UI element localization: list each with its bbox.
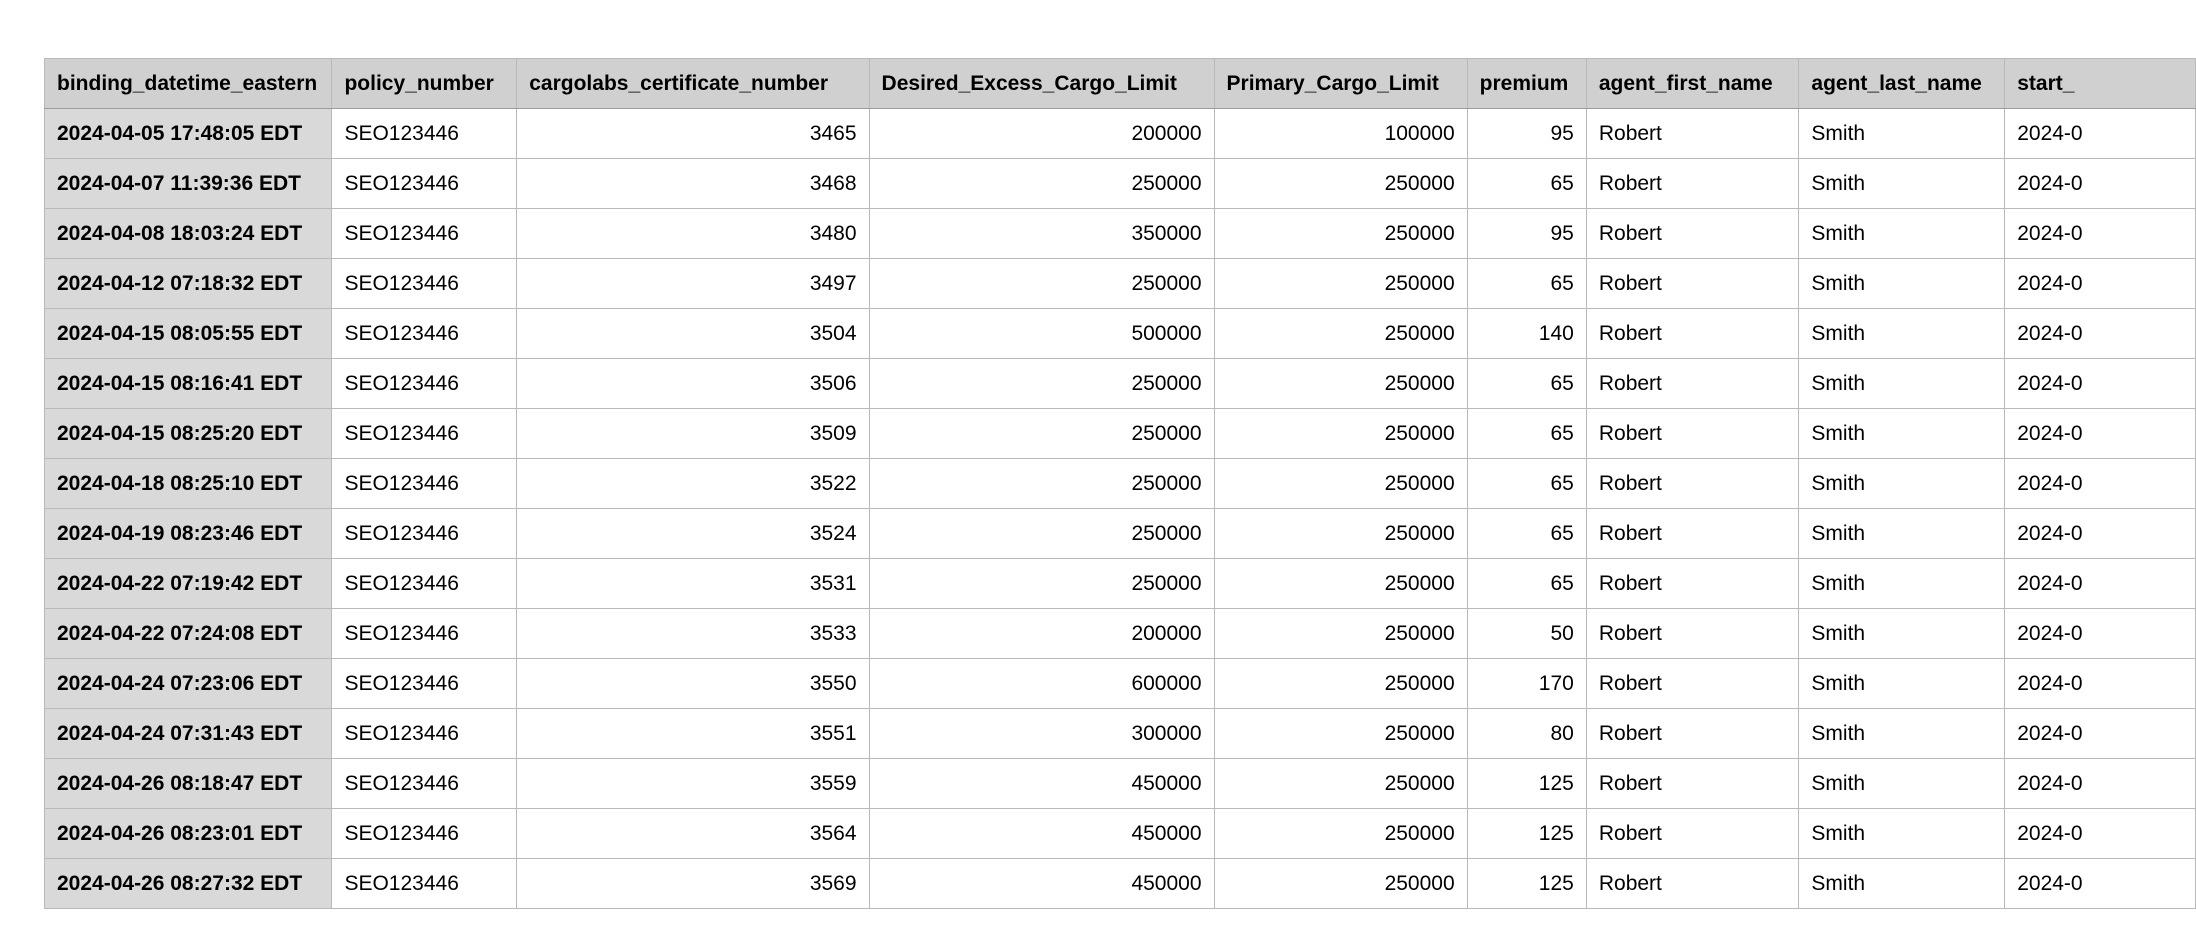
cell-primary-cargo-limit: 250000 (1214, 209, 1467, 259)
cell-premium: 65 (1467, 159, 1586, 209)
cell-policy-number: SEO123446 (332, 809, 517, 859)
table-row[interactable] (45, 659, 2196, 709)
cell-primary-cargo-limit: 250000 (1214, 359, 1467, 409)
cell-premium: 95 (1467, 209, 1586, 259)
cell-premium: 95 (1467, 109, 1586, 159)
table-header-row (45, 59, 2196, 109)
cell-desired-excess-cargo-limit: 250000 (869, 459, 1214, 509)
cell-policy-number: SEO123446 (332, 309, 517, 359)
cell-binding-datetime-eastern: 2024-04-22 07:24:08 EDT (45, 609, 332, 659)
cell-agent-last-name: Smith (1799, 859, 2005, 909)
cell-agent-last-name: Smith (1799, 209, 2005, 259)
cell-primary-cargo-limit: 250000 (1214, 859, 1467, 909)
cell-policy-number: SEO123446 (332, 259, 517, 309)
table-row[interactable] (45, 809, 2196, 859)
table-row[interactable] (45, 259, 2196, 309)
policy-bindings-table (44, 58, 2196, 909)
cell-agent-last-name: Smith (1799, 159, 2005, 209)
cell-policy-number: SEO123446 (332, 659, 517, 709)
table-row[interactable] (45, 859, 2196, 909)
cell-cargolabs-certificate-number: 3550 (517, 659, 869, 709)
cell-binding-datetime-eastern: 2024-04-26 08:18:47 EDT (45, 759, 332, 809)
cell-cargolabs-certificate-number: 3504 (517, 309, 869, 359)
cell-agent-last-name: Smith (1799, 259, 2005, 309)
cell-agent-first-name: Robert (1586, 159, 1799, 209)
cell-agent-last-name: Smith (1799, 509, 2005, 559)
cell-primary-cargo-limit: 250000 (1214, 809, 1467, 859)
cell-agent-first-name: Robert (1586, 359, 1799, 409)
cell-cargolabs-certificate-number: 3551 (517, 709, 869, 759)
cell-primary-cargo-limit: 250000 (1214, 409, 1467, 459)
table-row[interactable] (45, 359, 2196, 409)
cell-premium: 125 (1467, 759, 1586, 809)
cell-policy-number: SEO123446 (332, 359, 517, 409)
cell-binding-datetime-eastern: 2024-04-26 08:27:32 EDT (45, 859, 332, 909)
cell-agent-first-name: Robert (1586, 209, 1799, 259)
cell-primary-cargo-limit: 250000 (1214, 509, 1467, 559)
cell-cargolabs-certificate-number: 3480 (517, 209, 869, 259)
table-row[interactable] (45, 209, 2196, 259)
cell-policy-number: SEO123446 (332, 209, 517, 259)
cell-desired-excess-cargo-limit: 200000 (869, 109, 1214, 159)
cell-start-date: 2024-0 (2005, 109, 2196, 159)
cell-start-date: 2024-0 (2005, 709, 2196, 759)
cell-binding-datetime-eastern: 2024-04-15 08:16:41 EDT (45, 359, 332, 409)
cell-desired-excess-cargo-limit: 350000 (869, 209, 1214, 259)
column-header-primary-cargo-limit[interactable]: Primary_Cargo_Limit (1214, 59, 1467, 109)
cell-agent-last-name: Smith (1799, 359, 2005, 409)
cell-desired-excess-cargo-limit: 450000 (869, 859, 1214, 909)
cell-desired-excess-cargo-limit: 300000 (869, 709, 1214, 759)
cell-agent-last-name: Smith (1799, 709, 2005, 759)
cell-start-date: 2024-0 (2005, 209, 2196, 259)
cell-desired-excess-cargo-limit: 450000 (869, 809, 1214, 859)
cell-cargolabs-certificate-number: 3506 (517, 359, 869, 409)
table-scroll-container[interactable] (44, 58, 2196, 909)
cell-start-date: 2024-0 (2005, 559, 2196, 609)
cell-desired-excess-cargo-limit: 250000 (869, 409, 1214, 459)
cell-primary-cargo-limit: 250000 (1214, 259, 1467, 309)
cell-agent-first-name: Robert (1586, 309, 1799, 359)
cell-agent-first-name: Robert (1586, 559, 1799, 609)
table-row[interactable] (45, 109, 2196, 159)
cell-premium: 170 (1467, 659, 1586, 709)
cell-premium: 65 (1467, 259, 1586, 309)
column-header-agent-first-name[interactable]: agent_first_name (1586, 59, 1799, 109)
cell-start-date: 2024-0 (2005, 309, 2196, 359)
cell-agent-last-name: Smith (1799, 809, 2005, 859)
cell-premium: 65 (1467, 359, 1586, 409)
cell-cargolabs-certificate-number: 3509 (517, 409, 869, 459)
cell-agent-first-name: Robert (1586, 409, 1799, 459)
cell-binding-datetime-eastern: 2024-04-24 07:31:43 EDT (45, 709, 332, 759)
cell-agent-last-name: Smith (1799, 559, 2005, 609)
column-header-cargolabs-certificate-number[interactable]: cargolabs_certificate_number (517, 59, 869, 109)
cell-policy-number: SEO123446 (332, 859, 517, 909)
cell-desired-excess-cargo-limit: 200000 (869, 609, 1214, 659)
cell-premium: 125 (1467, 809, 1586, 859)
table-row[interactable] (45, 559, 2196, 609)
cell-desired-excess-cargo-limit: 500000 (869, 309, 1214, 359)
cell-policy-number: SEO123446 (332, 109, 517, 159)
cell-cargolabs-certificate-number: 3524 (517, 509, 869, 559)
cell-agent-first-name: Robert (1586, 809, 1799, 859)
cell-binding-datetime-eastern: 2024-04-19 08:23:46 EDT (45, 509, 332, 559)
table-row[interactable] (45, 709, 2196, 759)
cell-agent-first-name: Robert (1586, 459, 1799, 509)
column-header-binding-datetime-eastern[interactable]: binding_datetime_eastern (45, 59, 332, 109)
cell-desired-excess-cargo-limit: 250000 (869, 259, 1214, 309)
cell-desired-excess-cargo-limit: 250000 (869, 509, 1214, 559)
cell-start-date: 2024-0 (2005, 459, 2196, 509)
cell-cargolabs-certificate-number: 3569 (517, 859, 869, 909)
column-header-policy-number[interactable]: policy_number (332, 59, 517, 109)
cell-binding-datetime-eastern: 2024-04-22 07:19:42 EDT (45, 559, 332, 609)
cell-policy-number: SEO123446 (332, 759, 517, 809)
cell-binding-datetime-eastern: 2024-04-15 08:05:55 EDT (45, 309, 332, 359)
cell-agent-last-name: Smith (1799, 409, 2005, 459)
cell-binding-datetime-eastern: 2024-04-07 11:39:36 EDT (45, 159, 332, 209)
cell-cargolabs-certificate-number: 3522 (517, 459, 869, 509)
cell-policy-number: SEO123446 (332, 409, 517, 459)
cell-cargolabs-certificate-number: 3531 (517, 559, 869, 609)
cell-primary-cargo-limit: 250000 (1214, 659, 1467, 709)
cell-agent-first-name: Robert (1586, 659, 1799, 709)
cell-agent-first-name: Robert (1586, 859, 1799, 909)
cell-policy-number: SEO123446 (332, 509, 517, 559)
cell-binding-datetime-eastern: 2024-04-08 18:03:24 EDT (45, 209, 332, 259)
cell-policy-number: SEO123446 (332, 559, 517, 609)
cell-premium: 65 (1467, 509, 1586, 559)
cell-desired-excess-cargo-limit: 250000 (869, 159, 1214, 209)
cell-premium: 65 (1467, 459, 1586, 509)
cell-start-date: 2024-0 (2005, 859, 2196, 909)
cell-desired-excess-cargo-limit: 450000 (869, 759, 1214, 809)
column-header-start-date[interactable]: start_ (2005, 59, 2196, 109)
table-row[interactable] (45, 509, 2196, 559)
cell-start-date: 2024-0 (2005, 609, 2196, 659)
column-header-agent-last-name[interactable]: agent_last_name (1799, 59, 2005, 109)
table-row[interactable] (45, 159, 2196, 209)
cell-cargolabs-certificate-number: 3468 (517, 159, 869, 209)
cell-primary-cargo-limit: 250000 (1214, 459, 1467, 509)
cell-primary-cargo-limit: 250000 (1214, 159, 1467, 209)
cell-primary-cargo-limit: 250000 (1214, 759, 1467, 809)
cell-binding-datetime-eastern: 2024-04-18 08:25:10 EDT (45, 459, 332, 509)
cell-binding-datetime-eastern: 2024-04-05 17:48:05 EDT (45, 109, 332, 159)
cell-start-date: 2024-0 (2005, 359, 2196, 409)
cell-agent-last-name: Smith (1799, 759, 2005, 809)
cell-start-date: 2024-0 (2005, 159, 2196, 209)
cell-binding-datetime-eastern: 2024-04-24 07:23:06 EDT (45, 659, 332, 709)
cell-desired-excess-cargo-limit: 250000 (869, 359, 1214, 409)
cell-agent-last-name: Smith (1799, 109, 2005, 159)
column-header-desired-excess-cargo-limit[interactable]: Desired_Excess_Cargo_Limit (869, 59, 1214, 109)
cell-agent-first-name: Robert (1586, 709, 1799, 759)
cell-cargolabs-certificate-number: 3497 (517, 259, 869, 309)
cell-primary-cargo-limit: 250000 (1214, 309, 1467, 359)
cell-primary-cargo-limit: 250000 (1214, 709, 1467, 759)
column-header-premium[interactable]: premium (1467, 59, 1586, 109)
cell-binding-datetime-eastern: 2024-04-12 07:18:32 EDT (45, 259, 332, 309)
cell-start-date: 2024-0 (2005, 409, 2196, 459)
table-header (45, 59, 2196, 109)
table-row[interactable] (45, 309, 2196, 359)
cell-premium: 140 (1467, 309, 1586, 359)
cell-start-date: 2024-0 (2005, 509, 2196, 559)
cell-start-date: 2024-0 (2005, 759, 2196, 809)
cell-agent-last-name: Smith (1799, 609, 2005, 659)
cell-start-date: 2024-0 (2005, 259, 2196, 309)
cell-premium: 125 (1467, 859, 1586, 909)
cell-primary-cargo-limit: 250000 (1214, 559, 1467, 609)
table-row[interactable] (45, 759, 2196, 809)
cell-start-date: 2024-0 (2005, 659, 2196, 709)
cell-policy-number: SEO123446 (332, 459, 517, 509)
cell-primary-cargo-limit: 250000 (1214, 609, 1467, 659)
cell-policy-number: SEO123446 (332, 609, 517, 659)
cell-agent-first-name: Robert (1586, 609, 1799, 659)
table-row[interactable] (45, 609, 2196, 659)
cell-agent-first-name: Robert (1586, 259, 1799, 309)
cell-agent-last-name: Smith (1799, 309, 2005, 359)
cell-agent-last-name: Smith (1799, 659, 2005, 709)
cell-agent-last-name: Smith (1799, 459, 2005, 509)
cell-agent-first-name: Robert (1586, 509, 1799, 559)
cell-desired-excess-cargo-limit: 600000 (869, 659, 1214, 709)
cell-premium: 50 (1467, 609, 1586, 659)
table-row[interactable] (45, 409, 2196, 459)
cell-cargolabs-certificate-number: 3533 (517, 609, 869, 659)
cell-agent-first-name: Robert (1586, 759, 1799, 809)
cell-binding-datetime-eastern: 2024-04-15 08:25:20 EDT (45, 409, 332, 459)
cell-start-date: 2024-0 (2005, 809, 2196, 859)
cell-cargolabs-certificate-number: 3564 (517, 809, 869, 859)
cell-policy-number: SEO123446 (332, 709, 517, 759)
cell-binding-datetime-eastern: 2024-04-26 08:23:01 EDT (45, 809, 332, 859)
table-row[interactable] (45, 459, 2196, 509)
cell-premium: 80 (1467, 709, 1586, 759)
cell-premium: 65 (1467, 559, 1586, 609)
cell-cargolabs-certificate-number: 3559 (517, 759, 869, 809)
table-body (45, 109, 2196, 909)
cell-primary-cargo-limit: 100000 (1214, 109, 1467, 159)
cell-cargolabs-certificate-number: 3465 (517, 109, 869, 159)
cell-policy-number: SEO123446 (332, 159, 517, 209)
cell-agent-first-name: Robert (1586, 109, 1799, 159)
cell-premium: 65 (1467, 409, 1586, 459)
cell-desired-excess-cargo-limit: 250000 (869, 559, 1214, 609)
